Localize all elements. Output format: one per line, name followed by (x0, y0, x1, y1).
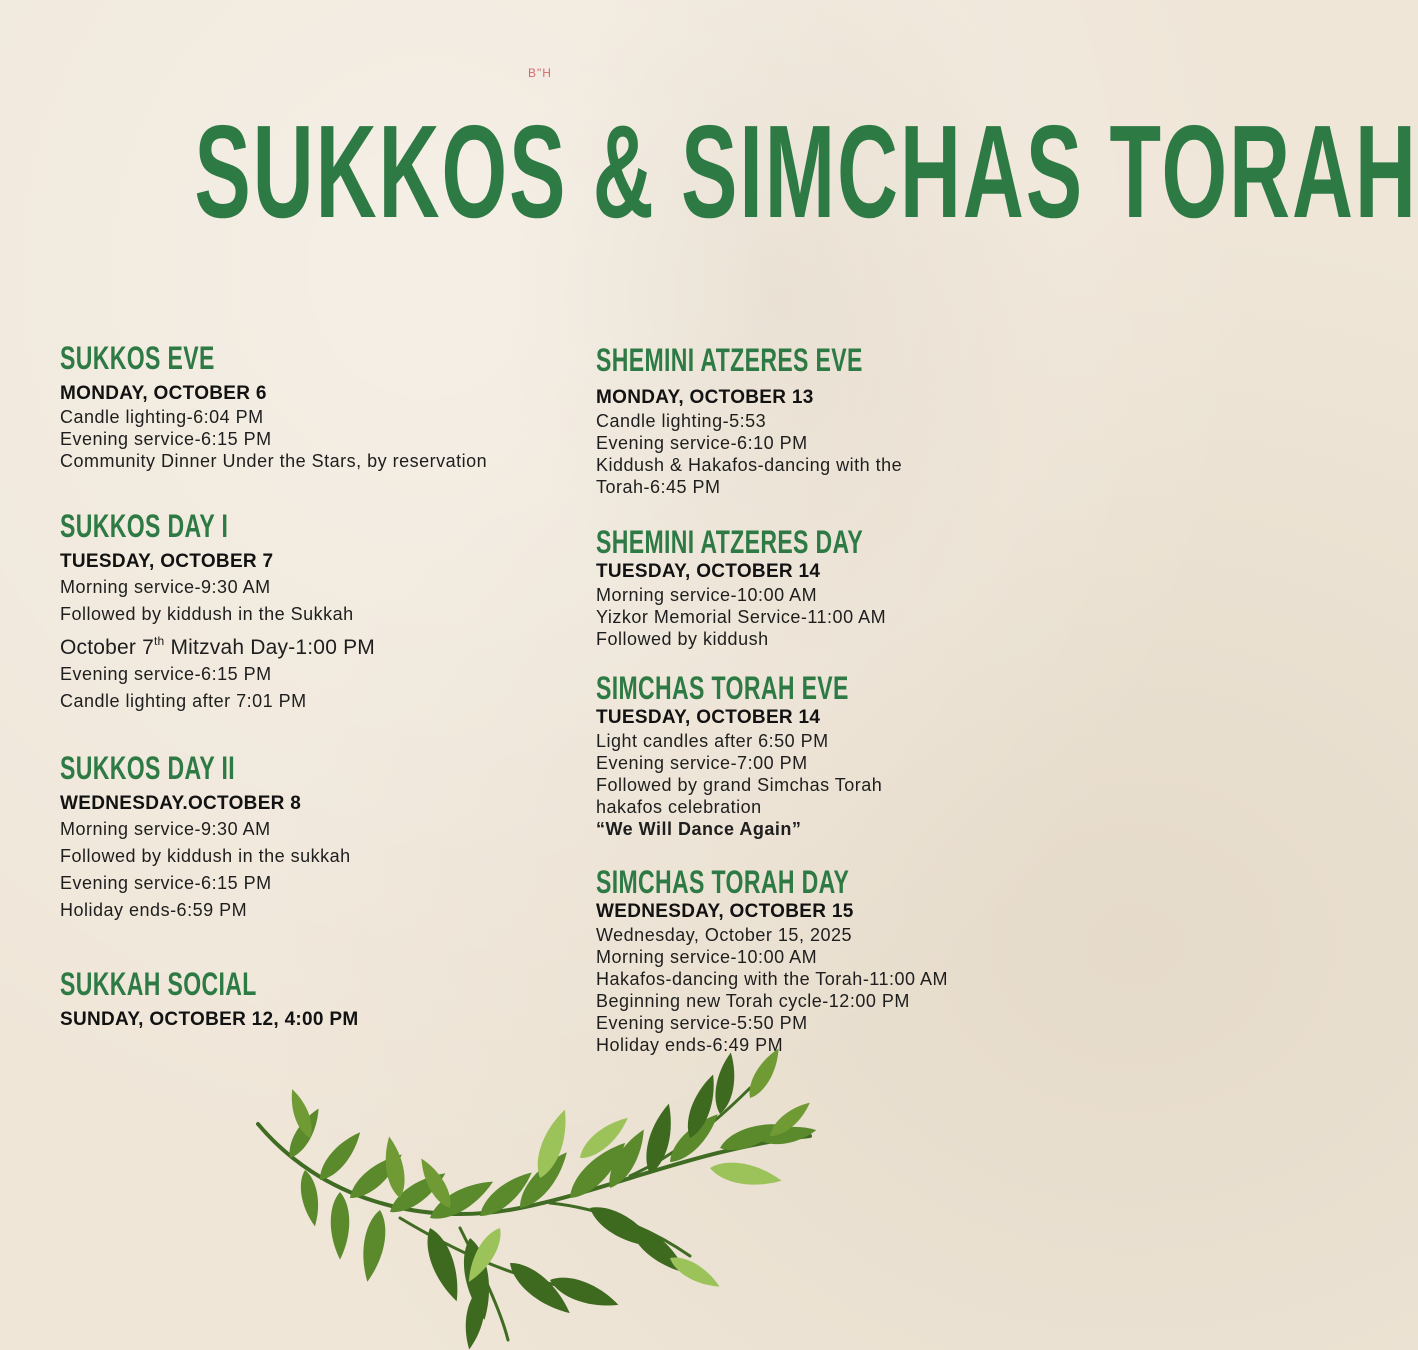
section-sukkos-eve (60, 340, 560, 472)
schedule-line: Holiday ends-6:49 PM (596, 1035, 784, 1055)
section-heading: SHEMINI ATZERES DAY (596, 524, 864, 560)
section-date: TUESDAY, OCTOBER 14 (596, 561, 821, 582)
section-date: TUESDAY, OCTOBER 14 (596, 707, 821, 728)
schedule-line: Hakafos-dancing with the Torah-11:00 AM (596, 969, 949, 989)
section-sukkos-day-2 (60, 750, 560, 924)
section-simchas-torah-eve (596, 670, 1056, 840)
section-heading: SIMCHAS TORAH EVE (596, 670, 849, 706)
schedule-line: Followed by kiddush in the sukkah (60, 846, 351, 866)
schedule-line: Evening service-7:00 PM (596, 753, 808, 773)
schedule-line: Community Dinner Under the Stars, by reservation (60, 451, 488, 471)
schedule-line: Wednesday, October 15, 2025 (596, 925, 852, 945)
section-heading: SIMCHAS TORAH DAY (596, 864, 850, 900)
section-date: WEDNESDAY.OCTOBER 8 (60, 793, 302, 814)
section-heading: SUKKOS EVE (60, 340, 215, 376)
page-title: SUKKOS & SIMCHAS TORAH (194, 98, 1418, 245)
section-heading: SUKKOS DAY I (60, 508, 229, 544)
section-heading: SUKKOS DAY II (60, 750, 235, 786)
mitzvah-text: Mitzvah Day-1:00 PM (164, 636, 376, 659)
schedule-line: Morning service-9:30 AM (60, 577, 271, 597)
section-date: MONDAY, OCTOBER 13 (596, 387, 814, 408)
schedule-line: Torah-6:45 PM (596, 477, 721, 497)
schedule-line: Morning service-10:00 AM (596, 585, 818, 605)
schedule-line: Kiddush & Hakafos-dancing with the (596, 455, 903, 475)
schedule-line: Evening service-6:15 PM (60, 664, 272, 684)
section-heading: SHEMINI ATZERES EVE (596, 342, 863, 378)
schedule-line: Holiday ends-6:59 PM (60, 900, 248, 920)
section-date: MONDAY, OCTOBER 6 (60, 383, 267, 404)
schedule-line: Beginning new Torah cycle-12:00 PM (596, 991, 910, 1011)
schedule-line: Yizkor Memorial Service-11:00 AM (596, 607, 887, 627)
schedule-line: Followed by kiddush (596, 629, 769, 649)
schedule-line: Followed by kiddush in the Sukkah (60, 604, 354, 624)
section-date: TUESDAY, OCTOBER 7 (60, 551, 274, 572)
schedule-line: Evening service-6:10 PM (596, 433, 808, 453)
section-date: WEDNESDAY, OCTOBER 15 (596, 901, 854, 922)
schedule-line: hakafos celebration (596, 797, 762, 817)
schedule-line: Candle lighting after 7:01 PM (60, 691, 307, 711)
schedule-line: Morning service-10:00 AM (596, 947, 818, 967)
section-date: SUNDAY, OCTOBER 12, 4:00 PM (60, 1009, 359, 1030)
willow-branch-icon (250, 1058, 830, 1350)
schedule-line: Candle lighting-5:53 (596, 411, 767, 431)
section-sukkos-day-1 (60, 508, 560, 715)
schedule-line: Morning service-9:30 AM (60, 819, 271, 839)
bh-marking: B"H (528, 66, 552, 80)
section-simchas-torah-day (596, 864, 1056, 1056)
section-shemini-atzeres-eve (596, 342, 1056, 498)
schedule-line: Light candles after 6:50 PM (596, 731, 829, 751)
schedule-line: Candle lighting-6:04 PM (60, 407, 264, 427)
section-heading: SUKKAH SOCIAL (60, 966, 257, 1002)
schedule-line: Followed by grand Simchas Torah (596, 775, 883, 795)
mitzvah-day-line (60, 628, 560, 661)
schedule-line: Evening service-6:15 PM (60, 873, 272, 893)
schedule-line: Evening service-6:15 PM (60, 429, 272, 449)
schedule-line: Evening service-5:50 PM (596, 1013, 808, 1033)
slogan: “We Will Dance Again” (596, 819, 802, 839)
section-shemini-atzeres-day (596, 524, 1056, 650)
mitzvah-date: October 7 (60, 636, 155, 659)
ordinal-suffix: th (154, 634, 165, 648)
section-sukkah-social (60, 966, 560, 1032)
